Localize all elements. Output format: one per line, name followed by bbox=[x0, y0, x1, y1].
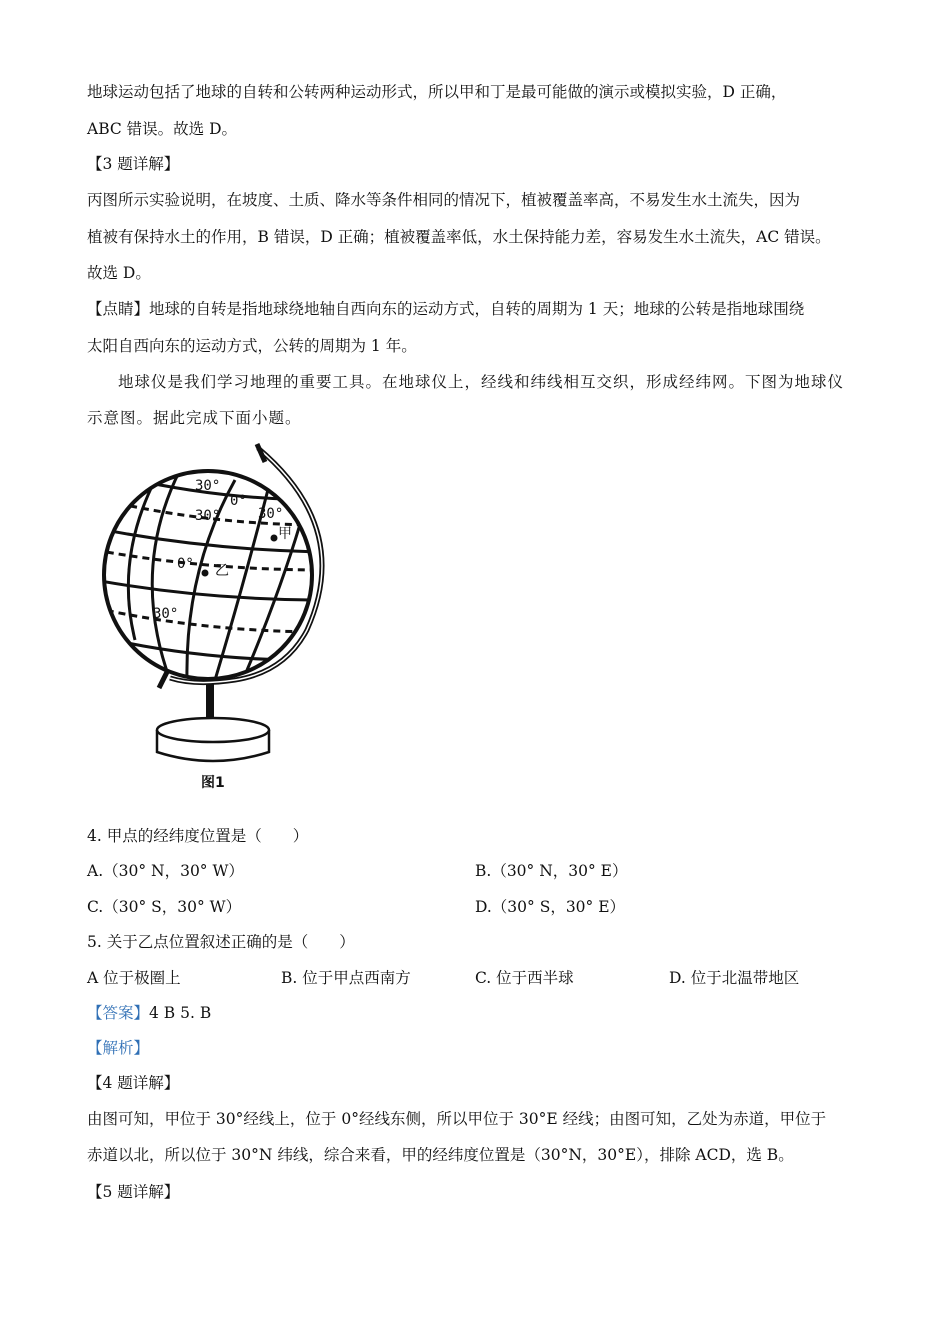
point-jia-marker bbox=[271, 535, 278, 542]
heading-q5-detail: 【5 题详解】 bbox=[87, 1183, 180, 1201]
answer-text: 4 B 5. B bbox=[149, 1004, 212, 1022]
paragraph-q2-answer: ABC 错误。故选 D。 bbox=[87, 120, 238, 138]
question-5-option-d: D. 位于北温带地区 bbox=[669, 969, 800, 987]
paragraph-q3-line3: 故选 D。 bbox=[87, 264, 151, 282]
label-lon-30-right: 30° bbox=[258, 506, 284, 522]
question-4-option-a: A.（30° N，30° W） bbox=[87, 862, 244, 880]
label-lon-30-left: 30° bbox=[195, 508, 221, 524]
paragraph-q4-line2: 赤道以北，所以位于 30°N 纬线，综合来看，甲的经纬度位置是（30°N，30°E），排除 ACD，选 B。 bbox=[87, 1146, 794, 1164]
label-lat-30-bottom: 30° bbox=[153, 606, 179, 622]
paragraph-intro-line2: 示意图。据此完成下面小题。 bbox=[87, 409, 302, 427]
globe-figure bbox=[95, 440, 345, 770]
question-5-option-c: C. 位于西半球 bbox=[475, 969, 574, 987]
paragraph-q4-line1: 由图可知，甲位于 30°经线上，位于 0°经线东侧，所以甲位于 30°E 经线；由图可知，乙处为赤道，甲位于 bbox=[87, 1110, 827, 1128]
point-yi-marker bbox=[202, 570, 209, 577]
paragraph-tip-line1: 【点睛】地球的自转是指地球绕地轴自西向东的运动方式，自转的周期为 1 天；地球的公转是指地球围绕 bbox=[87, 300, 805, 318]
label-lat-0: 0° bbox=[177, 556, 194, 572]
label-point-jia: 甲 bbox=[278, 526, 292, 542]
paragraph-q3-line1: 丙图所示实验说明，在坡度、土质、降水等条件相同的情况下，植被覆盖率高，不易发生水土流失，因为 bbox=[87, 191, 801, 209]
question-5-option-b: B. 位于甲点西南方 bbox=[281, 969, 411, 987]
question-4-option-c: C.（30° S，30° W） bbox=[87, 898, 242, 916]
question-5-option-a: A 位于极圈上 bbox=[87, 969, 181, 987]
paragraph-intro-line1: 地球仪是我们学习地理的重要工具。在地球仪上，经线和纬线相互交织，形成经纬网。下图为地球仪 bbox=[118, 373, 845, 391]
paragraph-q2-conclusion: 地球运动包括了地球的自转和公转两种运动形式，所以甲和丁是最可能做的演示或模拟实验，D 正确， bbox=[87, 83, 787, 101]
label-lat-30-top: 30° bbox=[195, 478, 221, 494]
globe-sphere bbox=[104, 471, 312, 679]
paragraph-tip-line2: 太阳自西向东的运动方式，公转的周期为 1 年。 bbox=[87, 337, 417, 355]
question-4-option-d: D.（30° S，30° E） bbox=[475, 898, 626, 916]
label-lon-0: 0° bbox=[230, 493, 247, 509]
question-4-stem: 4. 甲点的经纬度位置是（ ） bbox=[87, 827, 309, 845]
paragraph-q3-line2: 植被有保持水土的作用，B 错误，D 正确；植被覆盖率低，水土保持能力差，容易发生水土流失，AC 错误。 bbox=[87, 228, 831, 246]
question-5-stem: 5. 关于乙点位置叙述正确的是（ ） bbox=[87, 933, 355, 951]
analysis-label: 【解析】 bbox=[87, 1039, 150, 1057]
heading-q4-detail: 【4 题详解】 bbox=[87, 1074, 180, 1092]
label-point-yi: 乙 bbox=[215, 563, 229, 579]
question-4-option-b: B.（30° N，30° E） bbox=[475, 862, 628, 880]
globe-stand bbox=[157, 680, 269, 761]
answer-row bbox=[87, 1003, 211, 1023]
answer-label: 【答案】 bbox=[87, 1004, 150, 1022]
figure-caption: 图1 bbox=[201, 775, 225, 791]
heading-q3-detail: 【3 题详解】 bbox=[87, 155, 180, 173]
